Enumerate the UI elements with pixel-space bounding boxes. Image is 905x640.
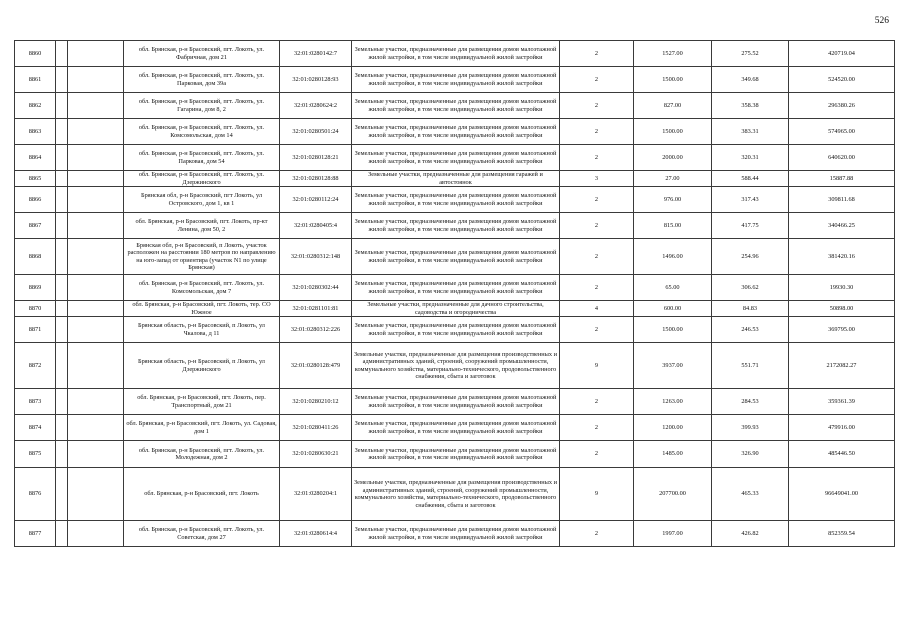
cell-address: обл. Брянская, р-н Брасовский, пгт. Локоть, ул. Советская, дом 27	[124, 521, 280, 547]
cell-use-group: 9	[560, 343, 634, 389]
cell-land-use: Земельные участки, предназначенные для размещения домов малоэтажной жилой застройки, в том числе индивидуальной жилой застройки	[352, 239, 560, 275]
cell-use-group: 2	[560, 441, 634, 468]
cell-use-group: 2	[560, 93, 634, 119]
cell-specific-value: 275.52	[712, 41, 789, 67]
cell-address: обл. Брянская, р-н Брасовский, пгт. Локоть, ул. Парковая, дом 54	[124, 145, 280, 171]
table-row	[15, 41, 895, 67]
cell-cadastral-number: 32:01:0280411:26	[280, 415, 352, 441]
cell-cadastral-number: 32:01:0280142:7	[280, 41, 352, 67]
cell-number: 8874	[15, 415, 56, 441]
cell-use-group: 4	[560, 301, 634, 317]
cell-land-use: Земельные участки, предназначенные для размещения домов малоэтажной жилой застройки, в том числе индивидуальной жилой застройки	[352, 521, 560, 547]
cell-cadastral-value: 524520.00	[789, 67, 895, 93]
cell-area: 1263.00	[634, 389, 712, 415]
cell-number: 8873	[15, 389, 56, 415]
cell-specific-value: 417.75	[712, 213, 789, 239]
cell-address: обл. Брянская, р-н Брасовский, пгт. Локоть, ул. Фабричная, дом 21	[124, 41, 280, 67]
cell-empty	[68, 415, 124, 441]
cell-cadastral-number: 32:01:0280112:24	[280, 187, 352, 213]
cell-empty	[68, 275, 124, 301]
cell-address: Брянская обл, р-н Брасовский, пгт Локоть, ул Островского, дом 1, кв 1	[124, 187, 280, 213]
cell-area: 976.00	[634, 187, 712, 213]
cell-cadastral-value: 420719.04	[789, 41, 895, 67]
cell-number: 8864	[15, 145, 56, 171]
cell-use-group: 3	[560, 171, 634, 187]
cell-cadastral-value: 381420.16	[789, 239, 895, 275]
table-row	[15, 389, 895, 415]
cell-cadastral-number: 32:01:0280128:479	[280, 343, 352, 389]
cell-address: обл. Брянская, р-н Брасовский, пгт. Локоть, пр-кт Ленина, дом 50, 2	[124, 213, 280, 239]
cell-area: 1500.00	[634, 317, 712, 343]
cell-cadastral-number: 32:01:0280128:93	[280, 67, 352, 93]
cell-area: 827.00	[634, 93, 712, 119]
cell-empty	[68, 521, 124, 547]
cell-cadastral-number: 32:01:0280302:44	[280, 275, 352, 301]
cell-address: обл. Брянская, р-н Брасовский, пгт. Локоть, ул. Дзержинского	[124, 171, 280, 187]
cell-cadastral-number: 32:01:0280624:2	[280, 93, 352, 119]
cell-cadastral-value: 19930.30	[789, 275, 895, 301]
cell-cadastral-value: 485446.50	[789, 441, 895, 468]
cell-cadastral-value: 852359.54	[789, 521, 895, 547]
cell-address: обл. Брянская, р-н Брасовский, пгт. Локоть, ул. Молодежная, дом 2	[124, 441, 280, 468]
cell-land-use: Земельные участки, предназначенные для размещения домов малоэтажной жилой застройки, в том числе индивидуальной жилой застройки	[352, 441, 560, 468]
cell-number: 8863	[15, 119, 56, 145]
cell-address: Брянская область, р-н Брасовский, п Локоть, ул Чкалова, д 11	[124, 317, 280, 343]
cell-area: 207700.00	[634, 468, 712, 521]
cell-specific-value: 246.53	[712, 317, 789, 343]
cell-cadastral-number: 32:01:0280210:12	[280, 389, 352, 415]
table-row	[15, 468, 895, 521]
cell-specific-value: 465.33	[712, 468, 789, 521]
cell-land-use: Земельные участки, предназначенные для размещения домов малоэтажной жилой застройки, в том числе индивидуальной жилой застройки	[352, 145, 560, 171]
table-row	[15, 301, 895, 317]
cell-empty	[68, 119, 124, 145]
cell-use-group: 2	[560, 213, 634, 239]
cell-specific-value: 84.83	[712, 301, 789, 317]
cell-number: 8877	[15, 521, 56, 547]
table-row	[15, 343, 895, 389]
cell-empty	[56, 389, 68, 415]
cell-use-group: 2	[560, 187, 634, 213]
cell-empty	[56, 521, 68, 547]
cell-empty	[56, 441, 68, 468]
cell-empty	[68, 301, 124, 317]
cell-land-use: Земельные участки, предназначенные для размещения домов малоэтажной жилой застройки, в том числе индивидуальной жилой застройки	[352, 275, 560, 301]
cell-use-group: 2	[560, 275, 634, 301]
table-row	[15, 171, 895, 187]
cell-address: Брянская обл, р-н Брасовский, п Локоть, участок расположен на расстоянии 180 метров по направлению на юго-запад от ориентира (участок N1 по улице Брянская)	[124, 239, 280, 275]
cell-land-use: Земельные участки, предназначенные для размещения домов малоэтажной жилой застройки, в том числе индивидуальной жилой застройки	[352, 213, 560, 239]
cell-use-group: 2	[560, 119, 634, 145]
cell-empty	[56, 171, 68, 187]
cell-cadastral-number: 32:01:0280128:88	[280, 171, 352, 187]
cell-cadastral-number: 32:01:0280630:21	[280, 441, 352, 468]
cell-land-use: Земельные участки, предназначенные для размещения домов малоэтажной жилой застройки, в том числе индивидуальной жилой застройки	[352, 67, 560, 93]
cell-cadastral-number: 32:01:0281101:81	[280, 301, 352, 317]
cell-area: 1500.00	[634, 67, 712, 93]
cell-empty	[56, 415, 68, 441]
cell-land-use: Земельные участки, предназначенные для размещения домов малоэтажной жилой застройки, в том числе индивидуальной жилой застройки	[352, 415, 560, 441]
cell-use-group: 2	[560, 317, 634, 343]
cell-area: 1496.00	[634, 239, 712, 275]
cell-cadastral-number: 32:01:0280405:4	[280, 213, 352, 239]
cell-empty	[68, 187, 124, 213]
cell-empty	[68, 239, 124, 275]
cell-empty	[56, 468, 68, 521]
cell-address: обл. Брянская, р-н Брасовский, пгт. Локоть	[124, 468, 280, 521]
table-row	[15, 317, 895, 343]
cell-cadastral-number: 32:01:0280501:24	[280, 119, 352, 145]
cell-number: 8875	[15, 441, 56, 468]
cell-land-use: Земельные участки, предназначенные для размещения домов малоэтажной жилой застройки, в том числе индивидуальной жилой застройки	[352, 93, 560, 119]
cell-empty	[56, 67, 68, 93]
cell-empty	[56, 317, 68, 343]
cell-empty	[56, 93, 68, 119]
cell-use-group: 2	[560, 389, 634, 415]
cell-area: 27.00	[634, 171, 712, 187]
cell-empty	[56, 187, 68, 213]
table-row	[15, 93, 895, 119]
cell-empty	[68, 67, 124, 93]
table-row	[15, 145, 895, 171]
cell-number: 8869	[15, 275, 56, 301]
cell-address: обл. Брянская, р-н Брасовский, пгт. Локоть, ул. Садовая, дом 1	[124, 415, 280, 441]
cell-empty	[56, 213, 68, 239]
cell-use-group: 2	[560, 521, 634, 547]
cell-area: 3937.00	[634, 343, 712, 389]
cell-cadastral-value: 359361.39	[789, 389, 895, 415]
cell-specific-value: 306.62	[712, 275, 789, 301]
cell-cadastral-number: 32:01:0280204:1	[280, 468, 352, 521]
cell-number: 8871	[15, 317, 56, 343]
cell-specific-value: 317.43	[712, 187, 789, 213]
cell-address: обл. Брянская, р-н Брасовский, пгт. Локоть, ул. Комсомольская, дом 14	[124, 119, 280, 145]
cell-number: 8867	[15, 213, 56, 239]
cell-address: обл. Брянская, р-н Брасовский, пгт. Локоть, ул. Гагарина, дом 8, 2	[124, 93, 280, 119]
cell-number: 8866	[15, 187, 56, 213]
cell-specific-value: 254.96	[712, 239, 789, 275]
cell-number: 8865	[15, 171, 56, 187]
cell-empty	[68, 343, 124, 389]
cell-empty	[68, 468, 124, 521]
cell-area: 2000.00	[634, 145, 712, 171]
cell-cadastral-number: 32:01:0280312:148	[280, 239, 352, 275]
cell-cadastral-value: 479916.00	[789, 415, 895, 441]
cell-land-use: Земельные участки, предназначенные для размещения производственных и административных зданий, строений, сооружений промышленности, коммунального хозяйства, материально-технического, продовольственного снабжения, сбыта и заготовок	[352, 468, 560, 521]
table-row	[15, 119, 895, 145]
cell-address: Брянская область, р-н Брасовский, п Локоть, ул Дзержинского	[124, 343, 280, 389]
cell-empty	[68, 93, 124, 119]
cell-number: 8876	[15, 468, 56, 521]
table-row	[15, 441, 895, 468]
table-row	[15, 187, 895, 213]
cell-use-group: 2	[560, 239, 634, 275]
page-number: 526	[874, 16, 889, 26]
cell-specific-value: 284.53	[712, 389, 789, 415]
cell-empty	[56, 41, 68, 67]
table-row	[15, 275, 895, 301]
cadastral-value-table	[14, 40, 895, 547]
table-row	[15, 239, 895, 275]
cell-specific-value: 320.31	[712, 145, 789, 171]
cell-empty	[68, 213, 124, 239]
cell-specific-value: 326.90	[712, 441, 789, 468]
cell-empty	[68, 41, 124, 67]
cell-cadastral-number: 32:01:0280614:4	[280, 521, 352, 547]
cell-specific-value: 399.93	[712, 415, 789, 441]
cell-empty	[68, 171, 124, 187]
cell-empty	[68, 441, 124, 468]
cell-land-use: Земельные участки, предназначенные для размещения домов малоэтажной жилой застройки, в том числе индивидуальной жилой застройки	[352, 389, 560, 415]
cell-address: обл. Брянская, р-н Брасовский, пгт. Локоть, пер. Транспортный, дом 21	[124, 389, 280, 415]
cell-empty	[56, 301, 68, 317]
cell-land-use: Земельные участки, предназначенные для размещения производственных и административных зданий, строений, сооружений промышленности, коммунального хозяйства, материально-технического, продовольственного снабжения, сбыта и заготовок	[352, 343, 560, 389]
cell-address: обл. Брянская, р-н Брасовский, пгт. Локоть, тер. СО Южное	[124, 301, 280, 317]
cell-cadastral-value: 574965.00	[789, 119, 895, 145]
cell-land-use: Земельные участки, предназначенные для размещения домов малоэтажной жилой застройки, в том числе индивидуальной жилой застройки	[352, 187, 560, 213]
cell-use-group: 2	[560, 145, 634, 171]
cell-cadastral-value: 640620.00	[789, 145, 895, 171]
cell-number: 8862	[15, 93, 56, 119]
cell-specific-value: 551.71	[712, 343, 789, 389]
cell-number: 8872	[15, 343, 56, 389]
cell-cadastral-value: 2172082.27	[789, 343, 895, 389]
cell-cadastral-value: 96649041.00	[789, 468, 895, 521]
cell-area: 65.00	[634, 275, 712, 301]
cell-cadastral-value: 369795.00	[789, 317, 895, 343]
cell-empty	[56, 239, 68, 275]
cell-use-group: 9	[560, 468, 634, 521]
cell-empty	[68, 389, 124, 415]
cell-number: 8860	[15, 41, 56, 67]
cell-address: обл. Брянская, р-н Брасовский, пгт. Локоть, ул. Парковая, дом 39а	[124, 67, 280, 93]
cell-cadastral-number: 32:01:0280128:21	[280, 145, 352, 171]
cell-cadastral-value: 15887.88	[789, 171, 895, 187]
cell-land-use: Земельные участки, предназначенные для размещения домов малоэтажной жилой застройки, в том числе индивидуальной жилой застройки	[352, 41, 560, 67]
cell-specific-value: 426.82	[712, 521, 789, 547]
cell-address: обл. Брянская, р-н Брасовский, пгт. Локоть, ул. Комсомольская, дом 7	[124, 275, 280, 301]
cell-area: 1485.00	[634, 441, 712, 468]
cell-specific-value: 588.44	[712, 171, 789, 187]
cell-number: 8870	[15, 301, 56, 317]
table-row	[15, 415, 895, 441]
cell-area: 815.00	[634, 213, 712, 239]
cell-use-group: 2	[560, 415, 634, 441]
cell-number: 8868	[15, 239, 56, 275]
cell-area: 1500.00	[634, 119, 712, 145]
cell-area: 1200.00	[634, 415, 712, 441]
cell-empty	[68, 317, 124, 343]
table-row	[15, 213, 895, 239]
cell-number: 8861	[15, 67, 56, 93]
table-row	[15, 67, 895, 93]
cell-land-use: Земельные участки, предназначенные для размещения домов малоэтажной жилой застройки, в том числе индивидуальной жилой застройки	[352, 119, 560, 145]
cell-use-group: 2	[560, 41, 634, 67]
cell-cadastral-value: 50898.00	[789, 301, 895, 317]
cell-cadastral-number: 32:01:0280312:226	[280, 317, 352, 343]
cell-area: 600.00	[634, 301, 712, 317]
table-row	[15, 521, 895, 547]
cell-empty	[56, 145, 68, 171]
cell-cadastral-value: 309811.68	[789, 187, 895, 213]
cell-land-use: Земельные участки, предназначенные для дачного строительства, садоводства и огородничества	[352, 301, 560, 317]
cell-area: 1997.00	[634, 521, 712, 547]
cell-empty	[56, 275, 68, 301]
cell-specific-value: 358.38	[712, 93, 789, 119]
cell-use-group: 2	[560, 67, 634, 93]
cell-cadastral-value: 296380.26	[789, 93, 895, 119]
cell-specific-value: 349.68	[712, 67, 789, 93]
cell-empty	[68, 145, 124, 171]
cell-cadastral-value: 340466.25	[789, 213, 895, 239]
cell-empty	[56, 119, 68, 145]
cell-specific-value: 383.31	[712, 119, 789, 145]
cell-land-use: Земельные участки, предназначенные для размещения гаражей и автостоянок	[352, 171, 560, 187]
cell-land-use: Земельные участки, предназначенные для размещения домов малоэтажной жилой застройки, в том числе индивидуальной жилой застройки	[352, 317, 560, 343]
cell-empty	[56, 343, 68, 389]
cell-area: 1527.00	[634, 41, 712, 67]
